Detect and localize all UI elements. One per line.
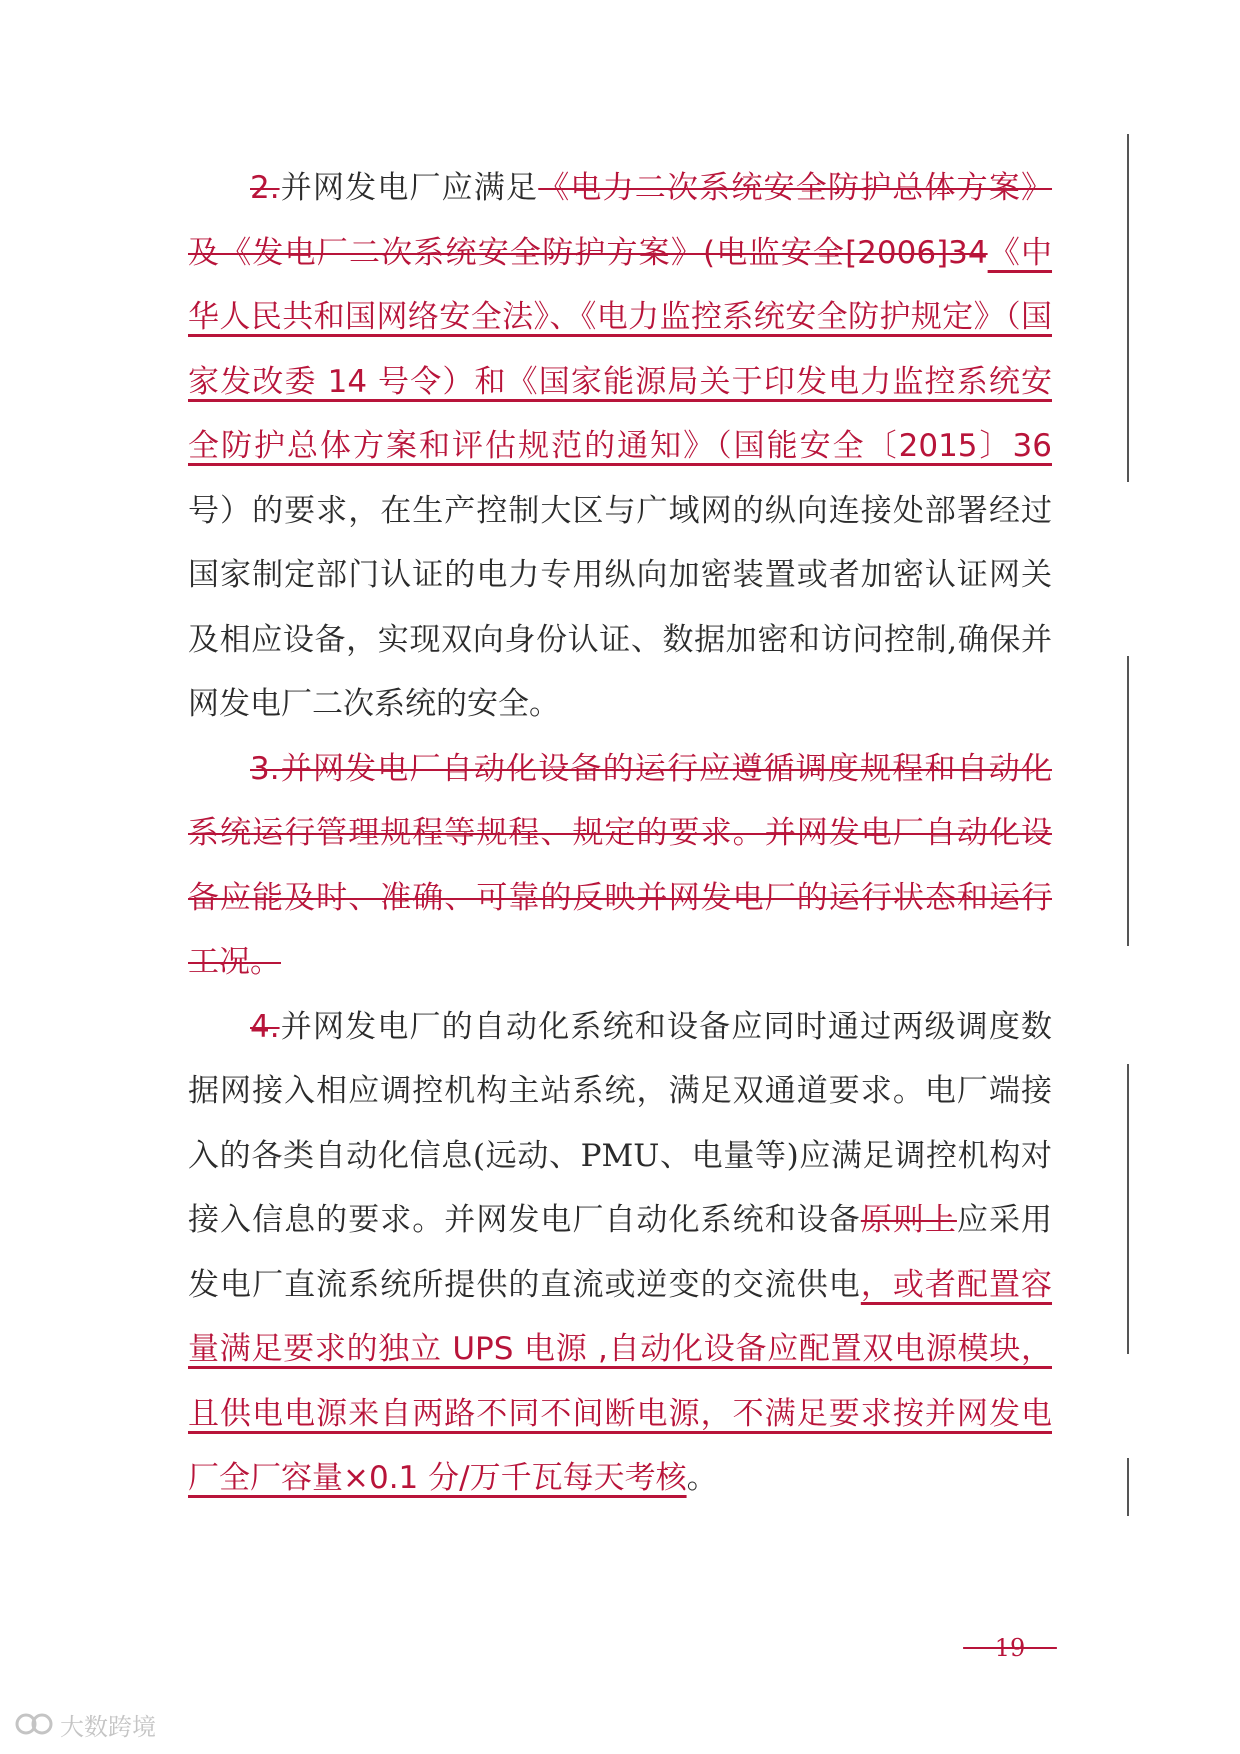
paragraph-3 [188, 737, 1052, 995]
change-bar [1127, 1064, 1129, 1354]
watermark [14, 1706, 156, 1742]
page-number: － 19 － [963, 1634, 1057, 1662]
deleted-text: 2. [250, 170, 280, 206]
document-body [188, 156, 1052, 1511]
body-text: 并网发电厂的自动化系统和设备应同时通过两级调度数据网接入相应调控机构主站系统，满足双通道要求。电厂端接入的各类自动化信息(远动、PMU、电量等)应满足调控机构对接入信息的要求。并网发电厂自动化系统和设备 [188, 1008, 1052, 1238]
body-text: 。 [686, 1460, 718, 1496]
paragraph-4 [188, 995, 1052, 1511]
body-text: 号）的要求，在生产控制大区与广域网的纵向连接处部署经过国家制定部门认证的电力专用纵向加密装置或者加密认证网关及相应设备，实现双向身份认证、数据加密和访问控制,确保并网发电厂二次系统的安全。 [188, 492, 1052, 722]
change-bar [1127, 1458, 1129, 1516]
watermark-logo-icon [14, 1710, 54, 1738]
deleted-text: 《电力二次系统安全防护总体方案》及《发电厂二次系统安全防护方案》(电监安全[2006]34 [188, 170, 1053, 271]
change-bar [1127, 134, 1129, 482]
deleted-text: 原则上 [860, 1202, 957, 1238]
deleted-text: 3.并网发电厂自动化设备的运行应遵循调度规程和自动化系统运行管理规程等规程、规定的要求。并网发电厂自动化设备应能及时、准确、可靠的反映并网发电厂的运行状态和运行工况。 [188, 750, 1052, 980]
change-bar [1127, 656, 1129, 946]
deleted-text: 4. [250, 1008, 280, 1045]
body-text: 并网发电厂应满足 [279, 170, 539, 206]
paragraph-2 [188, 156, 1052, 737]
body-text: 应采用发电厂直流系统所提供的直流或逆变的交流供电 [188, 1202, 1053, 1303]
inserted-text: 《中华人民共和国网络安全法》、《电力监控系统安全防护规定》（国家发改委 14 号令）和《国家能源局关于印发电力监控系统安全防护总体方案和评估规范的通知》（国能安全〔2015〕36 [188, 234, 1053, 464]
watermark-text: 大数跨境 [60, 1712, 156, 1741]
inserted-text: ，或者配置容量满足要求的独立 UPS 电源 ,自动化设备应配置双电源模块，且供电电源来自两路不同不间断电源，不满足要求按并网发电厂全厂容量×0.1 分/万千瓦每天考核 [188, 1266, 1053, 1496]
